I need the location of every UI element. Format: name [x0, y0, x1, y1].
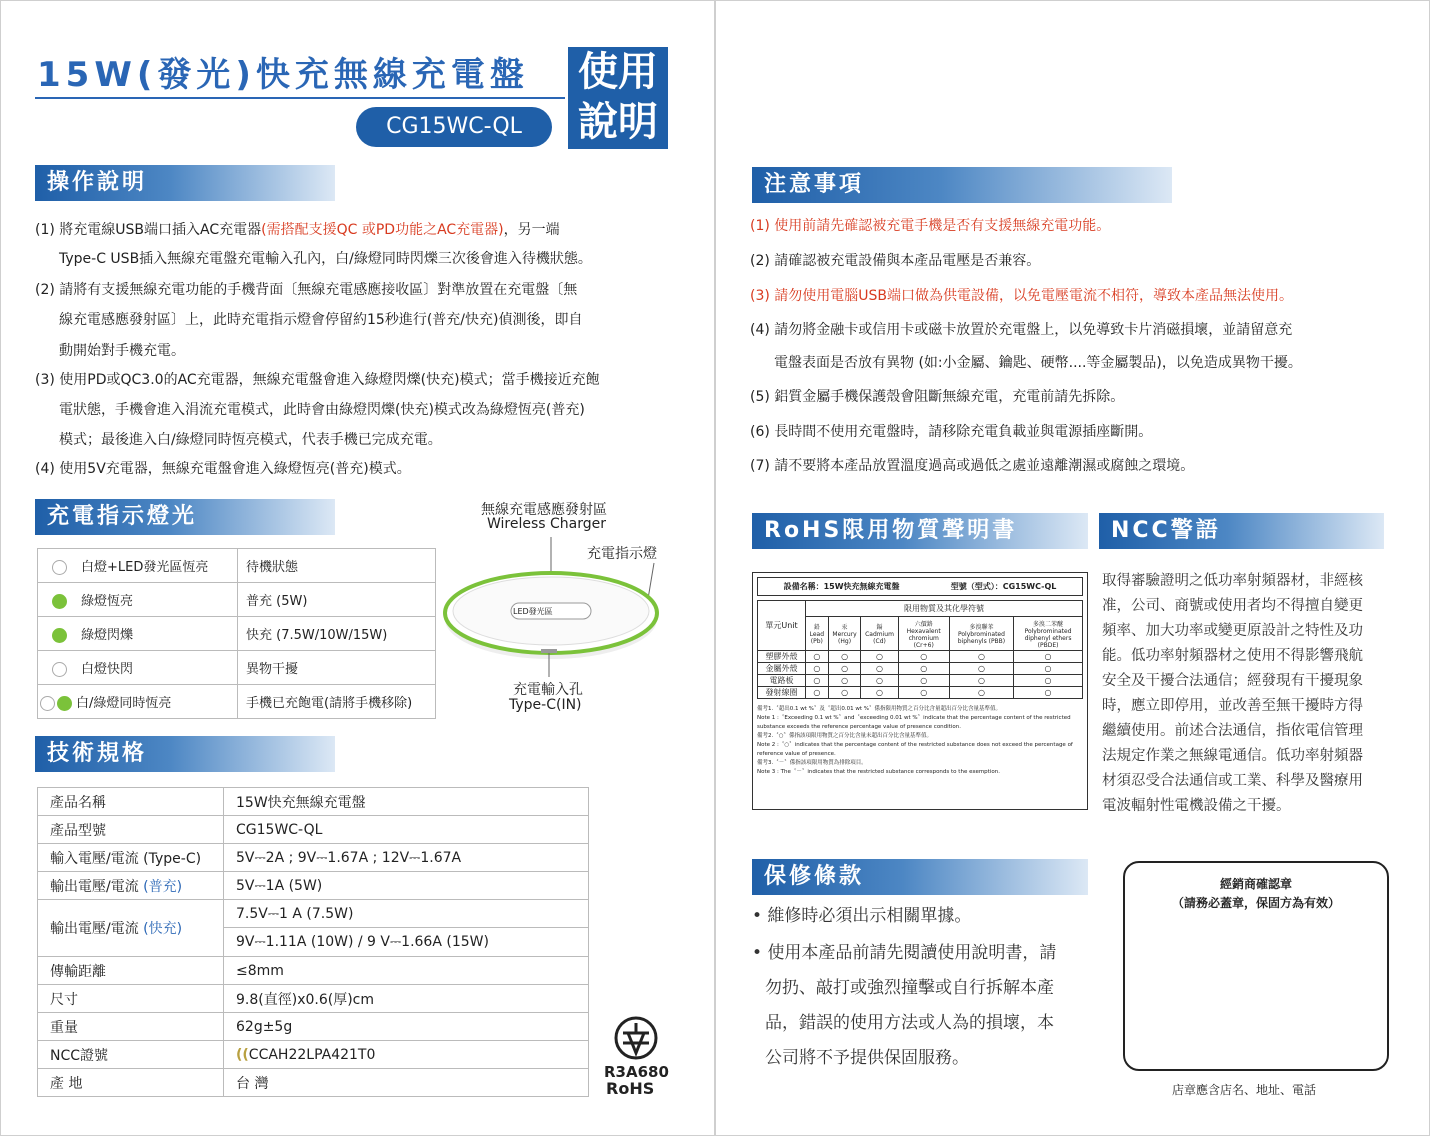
rohs-heading: RoHS限用物質聲明書	[752, 513, 1088, 549]
rohs-row: 金屬外殼 ○ ○ ○ ○ ○ ○	[758, 663, 1083, 675]
rohs-notes: 備考1.〝超出0.1 wt %〞及〝超出0.01 wt %〞係指限用物質之百分比含量超出百分比含量基準值。 Note 1 :〝Exceeding 0.1 wt %〞and〝exceeding 0.01 wt %〞indicate that the percentage content of the restricted substance exceeds the reference percentage value of presence condition. 備考2.〝○〞係指該項限用物質之百分比含量未超出百分比含量基準值。 Note 2 :〝○〞indicates that the percentage content of the restricted substance does not exceed the percentage of reference value of presence. 備考3.〝－〞係指該項限用物質為排除項目。 Note 3 : The〝－〞indicates that the restricted substance corresponds to the exemption.	[757, 706, 1073, 775]
bullet-icon: •	[752, 906, 768, 926]
green-light-icon	[57, 696, 72, 711]
rohs-table: 單元Unit 限用物質及其化學符號 鉛Lead (Pb) 汞Mercury (Hg) 鎘Cadmium (Cd) 六價鉻 Hexavalent chromium (Cr+6) 多溴聯苯 Polybrominated biphenyls (PBB) 多溴二苯醚 Polybrominated diphenyl ethers (PBDE) 塑膠外殼 ○ ○ ○ ○ ○ ○ 金屬外殼 ○ ○ ○ ○ ○ ○ 電路板 ○ ○ ○ ○ ○ ○ 發射線圈 ○ ○ ○ ○ ○ ○	[757, 600, 1083, 699]
spec-row: 輸出電壓/電流 (快充) 7.5V⎓1 A (7.5W) 9V⎓1.11A (10W) / 9 V⎓1.66A (15W)	[38, 900, 589, 957]
rohs-row: 塑膠外殼 ○ ○ ○ ○ ○ ○	[758, 651, 1083, 663]
spec-row: NCC證號 ((CCAH22LPA421T0	[38, 1041, 589, 1069]
stamp-subtitle: （請務必蓋章，保固方為有效）	[1171, 896, 1340, 910]
bsmi-code: R3A680	[604, 1063, 669, 1081]
warranty-heading: 保修條款	[752, 859, 1088, 895]
rohs-row: 電路板 ○ ○ ○ ○ ○ ○	[758, 675, 1083, 687]
white-light-icon	[40, 696, 55, 711]
stamp-title: 經銷商確認章	[1219, 877, 1292, 891]
indicator-row: 綠燈閃爍 快充 (7.5W/10W/15W)	[38, 617, 436, 651]
spec-row: 產 地 台 灣	[38, 1069, 589, 1097]
notice-line-3: (3) 請勿使用電腦USB端口做為供電設備，以免電壓電流不相符，導致本產品無法使用。	[750, 288, 1294, 304]
charger-area-label-cn: 無線充電感應發射區	[481, 502, 607, 518]
indicator-table	[37, 548, 436, 719]
rohs-declaration	[752, 572, 1088, 810]
indicator-row: 白/綠燈同時恆亮 手機已充飽電(請將手機移除)	[38, 685, 436, 719]
spec-row: 尺寸 9.8(直徑)x0.6(厚)cm	[38, 985, 589, 1013]
manual-badge	[568, 47, 668, 149]
specs-table	[37, 787, 589, 1097]
notice-line-2: (2) 請確認被充電設備與本產品電壓是否兼容。	[750, 253, 1041, 269]
green-light-icon	[52, 594, 67, 609]
port-label-cn: 充電輸入孔	[513, 682, 583, 698]
operation-line-9: (4) 使用5V充電器，無線充電盤會進入綠燈恆亮(普充)模式。	[35, 461, 411, 477]
operation-line-6: (3) 使用PD或QC3.0的AC充電器，無線充電盤會進入綠燈閃爍(快充)模式；當手機接近充飽	[35, 372, 600, 388]
indicator-light-label: 充電指示燈	[587, 546, 657, 562]
rohs-mark: RoHS	[606, 1079, 655, 1098]
notice-line-1: (1) 使用前請先確認被充電手機是否有支援無線充電功能。	[750, 218, 1111, 234]
operation-line-4: 線充電感應發射區〕上，此時充電指示燈會停留約15秒進行(普充/快充)偵測後，即自	[59, 312, 583, 328]
operation-line-8: 模式；最後進入白/綠燈同時恆亮模式，代表手機已完成充電。	[59, 432, 442, 448]
type-c-port	[541, 649, 557, 653]
badge-line-2: 說明	[578, 99, 658, 145]
spec-row: 產品名稱 15W快充無線充電盤	[38, 788, 589, 816]
notice-line-6: (5) 鋁質金屬手機保護殼會阻斷無線充電，充電前請先拆除。	[750, 389, 1125, 405]
right-page	[715, 0, 1430, 1136]
white-light-icon	[52, 560, 67, 575]
warranty-bullet-1: • 維修時必須出示相關單據。	[752, 906, 972, 926]
warranty-bullet-2: • 使用本產品前請先閱讀使用說明書，請 勿扔、敲打或強烈撞擊或自行拆解本產 品，錯誤的使用方法或人為的損壞，本 公司將不予提供保固服務。	[752, 943, 1057, 1068]
ncc-heading: NCC警語	[1099, 513, 1384, 549]
notice-line-5: 電盤表面是否放有異物 (如:小金屬、鑰匙、硬幣....等金屬製品)，以免造成異物干擾。	[774, 355, 1302, 371]
charger-area-label-en: Wireless Charger	[487, 516, 607, 532]
operation-line-7: 電狀態，手機會進入涓流充電模式，此時會由綠燈閃爍(快充)模式改為綠燈恆亮(普充)	[59, 402, 585, 418]
spec-row: 產品型號 CG15WC-QL	[38, 816, 589, 844]
indicator-row: 綠燈恆亮 普充 (5W)	[38, 583, 436, 617]
indicator-row: 白燈快閃 異物干擾	[38, 651, 436, 685]
operation-line-3: (2) 請將有支援無線充電功能的手機背面〔無線充電感應接收區〕對準放置在充電盤〔無	[35, 282, 578, 298]
specs-heading: 技術規格	[35, 736, 335, 772]
notice-line-4: (4) 請勿將金融卡或信用卡或磁卡放置於充電盤上，以免導致卡片消磁損壞，並請留意充	[750, 322, 1293, 338]
spec-row: 輸入電壓/電流 (Type-C) 5V⎓2A ; 9V⎓1.67A ; 12V⎓1.67A	[38, 844, 589, 872]
ncc-text: 取得審驗證明之低功率射頻器材，非經核 准，公司、商號或使用者均不得擅自變更 頻率、加大功率或變更原設計之特性及功 能。低功率射頻器材之使用不得影響飛航 安全及干擾合法通信；經發現有干擾現象 時，應立即停用，並改善至無干擾時方得 繼續使用。前述合法通信，指依電信管理 法規定作業之無線電通信。低功率射頻器 材須忍受合法通信或工業、科學及醫療用 電波輻射性電機設備之干擾。	[1102, 573, 1363, 814]
operation-line-5: 動開始對手機充電。	[59, 343, 185, 359]
green-light-icon	[52, 628, 67, 643]
rohs-device-row: 設備名稱：15W快充無線充電盤 型號（型式）：CG15WC-QL	[757, 577, 1083, 596]
charger-diagram	[441, 531, 671, 681]
bullet-icon: •	[752, 943, 768, 963]
bsmi-icon	[613, 1015, 659, 1061]
indicator-heading: 充電指示燈光	[35, 499, 335, 535]
spec-row: 傳輸距離 ≤8mm	[38, 957, 589, 985]
notice-line-7: (6) 長時間不使用充電盤時，請移除充電負載並與電源插座斷開。	[750, 424, 1153, 440]
ncc-logo-icon: ((	[236, 1046, 249, 1063]
port-label-en: Type-C(IN)	[509, 697, 582, 713]
product-title: 15W(發光)快充無線充電盤	[37, 55, 529, 95]
operation-heading: 操作說明	[35, 165, 335, 201]
rohs-row: 發射線圈 ○ ○ ○ ○ ○ ○	[758, 687, 1083, 699]
white-light-icon	[52, 662, 67, 677]
spec-row: 重量 62g±5g	[38, 1013, 589, 1041]
dealer-stamp-box	[1123, 861, 1389, 1071]
operation-line-1: (1) 將充電線USB端口插入AC充電器(需搭配支援QC 或PD功能之AC充電器)，另一端	[35, 222, 560, 238]
notice-heading: 注意事項	[752, 167, 1172, 203]
indicator-row: 白燈+LED發光區恆亮 待機狀態	[38, 549, 436, 583]
badge-line-1: 使用	[578, 49, 658, 95]
title-underline	[35, 97, 565, 99]
led-area-label: LED發光區	[513, 607, 553, 616]
model-pill: CG15WC-QL	[356, 107, 552, 147]
notice-line-8: (7) 請不要將本產品放置溫度過高或過低之處並遠離潮濕或腐蝕之環境。	[750, 458, 1195, 474]
operation-line-2: Type-C USB插入無線充電盤充電輸入孔內，白/綠燈同時閃爍三次後會進入待機狀態。	[59, 251, 592, 267]
stamp-footer: 店章應含店名、地址、電話	[1172, 1083, 1317, 1097]
spec-row: 輸出電壓/電流 (普充) 5V⎓1A (5W)	[38, 872, 589, 900]
